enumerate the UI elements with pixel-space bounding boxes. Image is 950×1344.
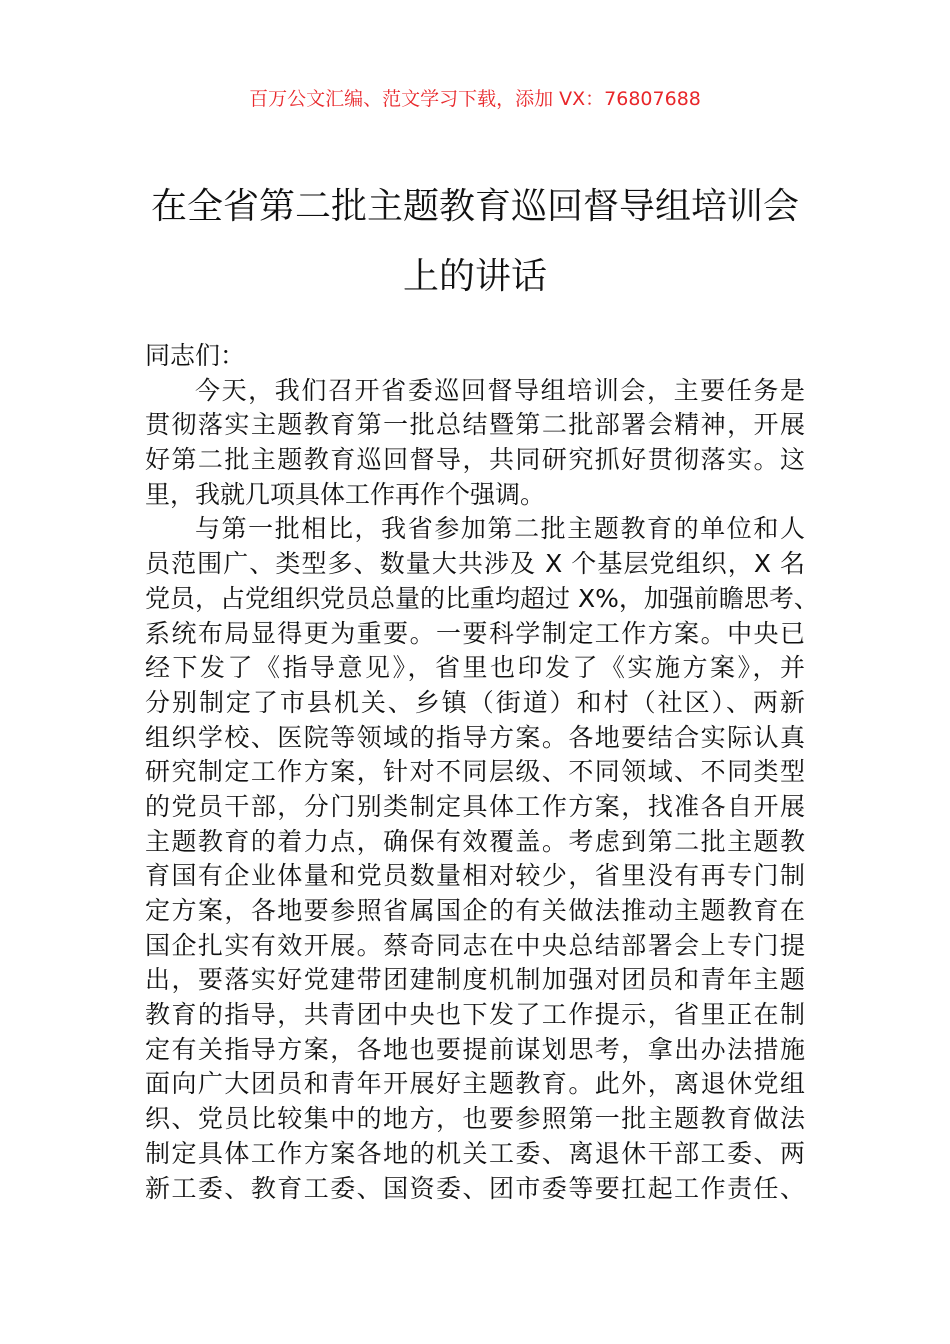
text-line: 育国有企业体量和党员数量相对较少，省里没有再专门制 [145,861,805,891]
text-line: 制定具体工作方案各地的机关工委、离退休干部工委、两 [145,1138,805,1168]
paragraph [145,512,819,1206]
document-body [145,339,819,1206]
document-title-line-2: 上的讲话 [402,256,547,297]
text-line: 教育的指导，共青团中央也下发了工作提示，省里正在制 [145,1000,805,1030]
text-line: 织、党员比较集中的地方，也要参照第一批主题教育做法 [145,1104,805,1134]
text-line: 系统布局显得更为重要。一要科学制定工作方案。中央已 [145,618,805,648]
salutation: 同志们： [145,341,246,370]
text-line: 主题教育的着力点，确保有效覆盖。考虑到第二批主题教 [145,826,805,856]
text-line: 分别制定了市县机关、乡镇（街道）和村（社区）、两新 [145,687,805,717]
text-line: 研究制定工作方案，针对不同层级、不同领域、不同类型 [145,757,805,787]
text-line: 里，我就几项具体工作再作个强调。 [145,479,546,509]
text-line: 员范围广、类型多、数量大共涉及 X 个基层党组织，X 名 [145,549,805,579]
text-line: 国企扎实有效开展。蔡奇同志在中央总结部署会上专门提 [145,930,805,960]
text-line: 新工委、教育工委、国资委、团市委等要扛起工作责任、 [145,1173,805,1203]
text-line: 定有关指导方案，各地也要提前谋划思考，拿出办法措施 [145,1034,805,1064]
text-line: 与第一批相比，我省参加第二批主题教育的单位和人 [195,514,805,544]
text-line: 组织学校、医院等领域的指导方案。各地要结合实际认真 [145,722,805,752]
document-title-line-1: 在全省第二批主题教育巡回督导组培训会 [150,186,799,227]
paragraph [145,374,805,513]
text-line: 定方案，各地要参照省属国企的有关做法推动主题教育在 [145,896,805,925]
text-line: 经下发了《指导意见》，省里也印发了《实施方案》，并 [145,653,805,683]
text-line: 的党员干部，分门别类制定具体工作方案，找准各自开展 [145,791,805,821]
text-line: 好第二批主题教育巡回督导，共同研究抓好贯彻落实。这 [145,445,805,475]
text-line: 贯彻落实主题教育第一批总结暨第二批部署会精神，开展 [145,410,805,440]
text-line: 今天，我们召开省委巡回督导组培训会，主要任务是 [195,375,805,405]
watermark-header: 百万公文汇编、范文学习下载，添加 VX：76807688 [249,88,701,110]
paragraphs [145,374,819,1207]
text-line: 党员，占党组织党员总量的比重均超过 X%，加强前瞻思考、 [145,583,819,613]
text-line: 出，要落实好党建带团建制度机制加强对团员和青年主题 [145,965,805,995]
text-line: 面向广大团员和青年开展好主题教育。此外，离退休党组 [145,1069,805,1099]
